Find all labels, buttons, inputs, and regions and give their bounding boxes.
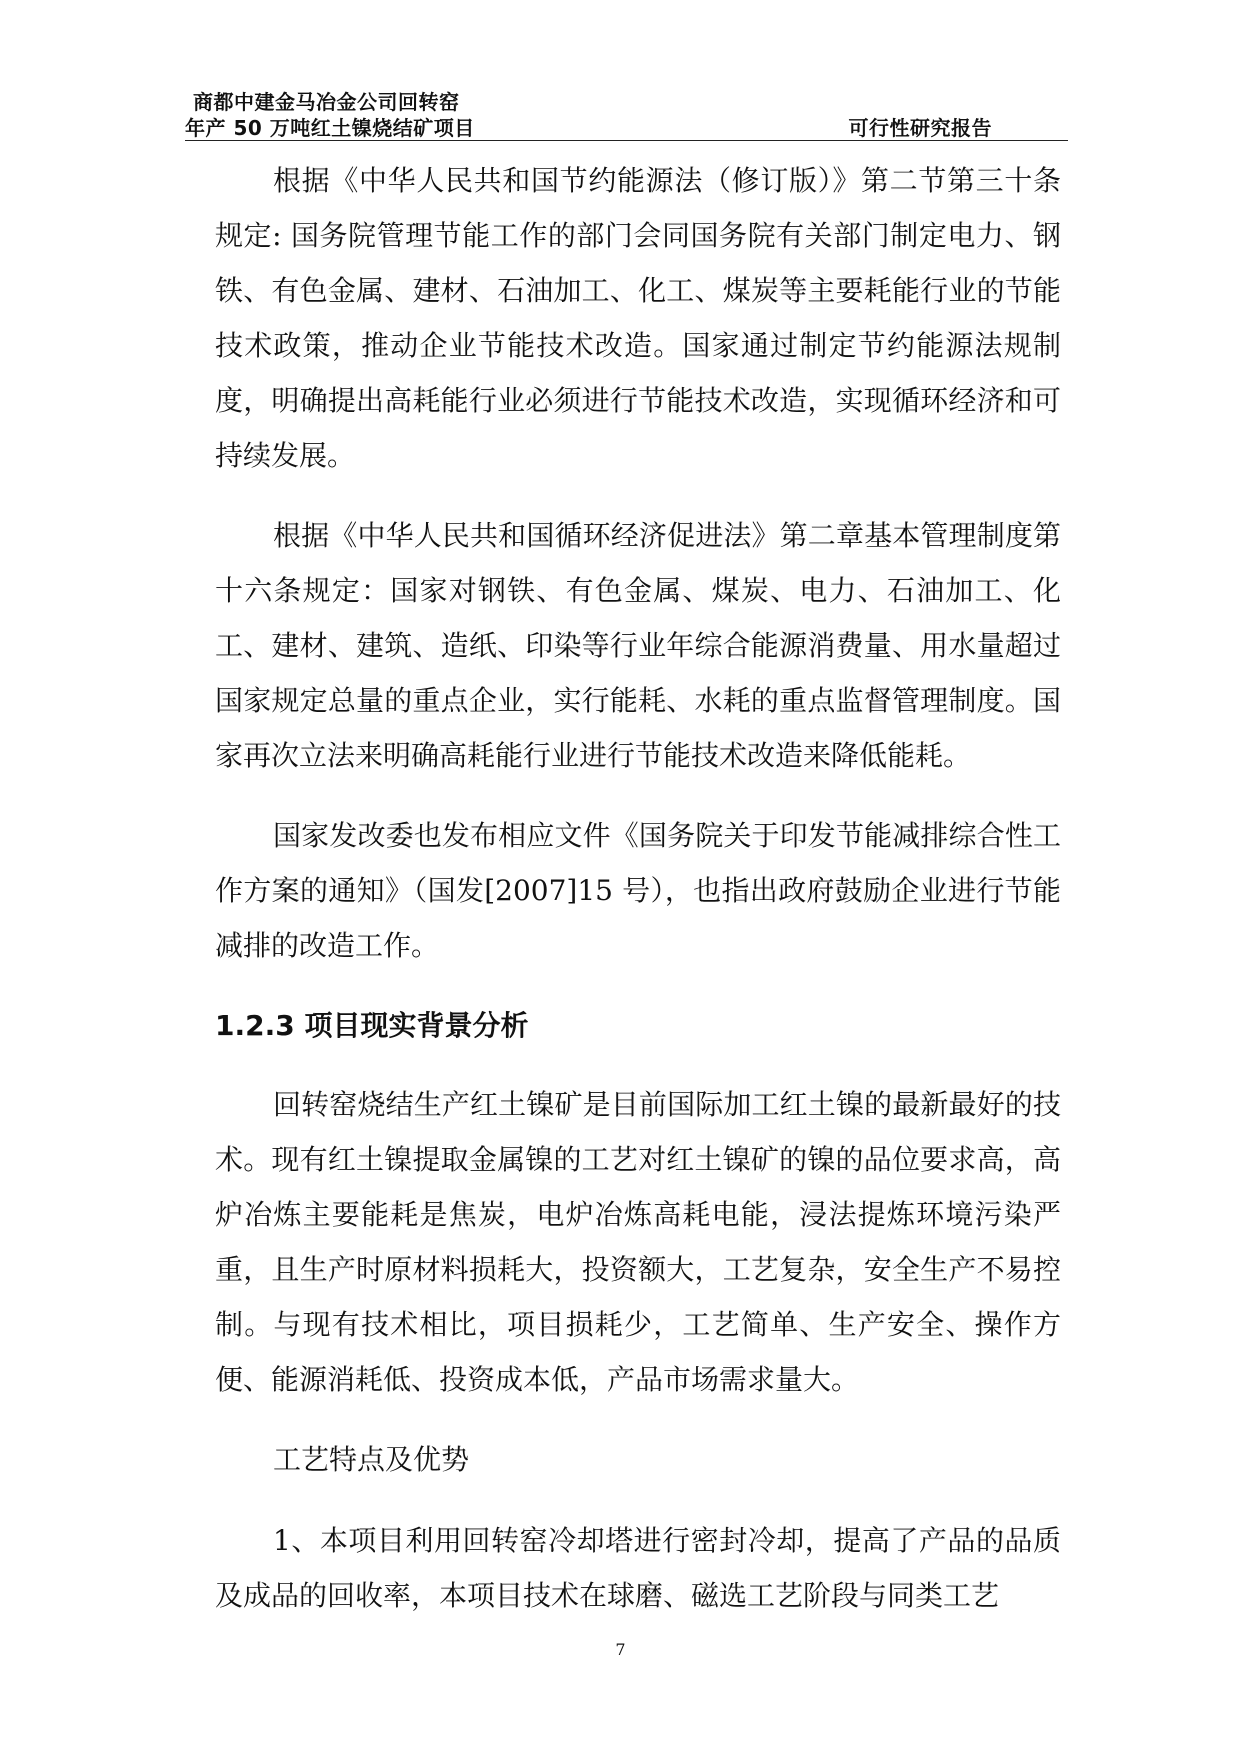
paragraph-advantage-1: 1、本项目利用回转窑冷却塔进行密封冷却，提高了产品的品质及成品的回收率，本项目技术在球磨、磁选工艺阶段与同类工艺 [215, 1524, 1061, 1612]
document-body [215, 153, 1061, 1648]
paragraph-energy-law: 根据《中华人民共和国节约能源法（修订版）》第二节第三十条规定: 国务院管理节能工作的部门会同国务院有关部门制定电力、钢铁、有色金属、建材、石油加工、化工、煤炭等主要耗能行业的节能技术政策，推动企业节能技术改造。国家通过制定节约能源法规制度，明确提出高耗能行业必须进行节能技术改造，实现循环经济和可持续发展。 [215, 164, 1061, 472]
paragraph-background-analysis: 回转窑烧结生产红土镍矿是目前国际加工红土镍的最新最好的技术。现有红土镍提取金属镍的工艺对红土镍矿的镍的品位要求高，高炉冶炼主要能耗是焦炭，电炉冶炼高耗电能，浸法提炼环境污染严重，且生产时原材料损耗大，投资额大，工艺复杂，安全生产不易控制。与现有技术相比，项目损耗少，工艺简单、生产安全、操作方便、能源消耗低、投资成本低，产品市场需求量大。 [215, 1088, 1061, 1396]
header-company: 商都中建金马冶金公司回转窑 [193, 90, 460, 114]
paragraph-process-features-title: 工艺特点及优势 [273, 1443, 470, 1476]
section-heading: 1.2.3 项目现实背景分析 [215, 1009, 529, 1042]
header-project: 年产 50 万吨红土镍烧结矿项目 [185, 116, 475, 140]
header-divider [185, 140, 1068, 141]
page-number: 7 [615, 1640, 626, 1659]
page-header [185, 86, 1068, 140]
paragraph-ndrc-notice: 国家发改委也发布相应文件《国务院关于印发节能减排综合性工作方案的通知》（国发[2007]15 号），也指出政府鼓励企业进行节能减排的改造工作。 [215, 819, 1061, 962]
paragraph-circular-economy-law: 根据《中华人民共和国循环经济促进法》第二章基本管理制度第十六条规定：国家对钢铁、有色金属、煤炭、电力、石油加工、化工、建材、建筑、造纸、印染等行业年综合能源消费量、用水量超过国家规定总量的重点企业，实行能耗、水耗的重点监督管理制度。国家再次立法来明确高耗能行业进行节能技术改造来降低能耗。 [215, 519, 1061, 772]
header-doc-type: 可行性研究报告 [848, 116, 992, 140]
